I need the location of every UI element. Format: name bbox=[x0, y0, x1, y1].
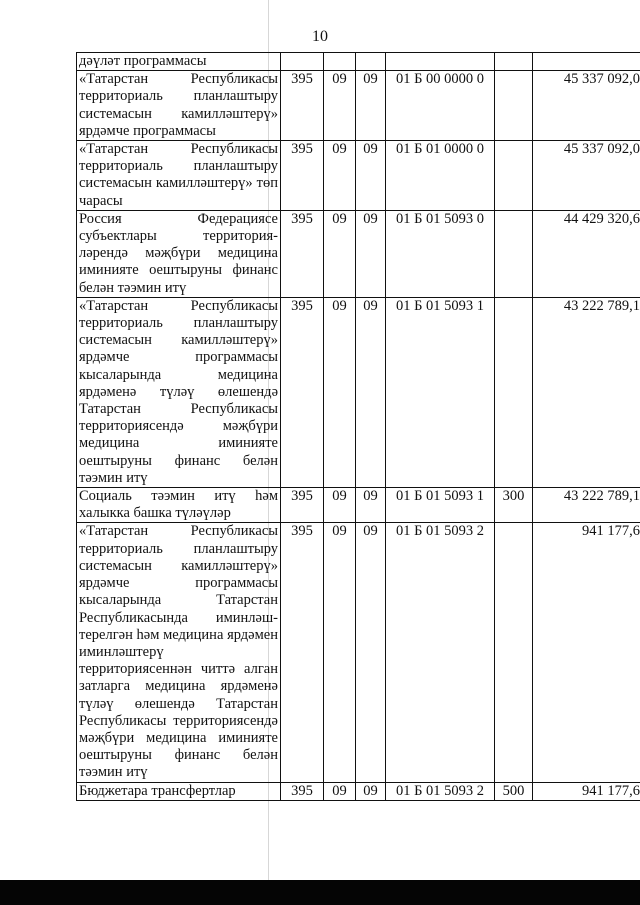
ministry-code: 395 bbox=[281, 141, 324, 211]
amount: 44 429 320,6 bbox=[533, 210, 640, 297]
budget-table bbox=[76, 52, 640, 801]
amount: 43 222 789,1 bbox=[533, 488, 640, 523]
scan-bottom-border bbox=[0, 880, 640, 905]
section-code: 09 bbox=[324, 488, 356, 523]
target-article-code: 01 Б 01 0000 0 bbox=[386, 141, 495, 211]
section-code: 09 bbox=[324, 297, 356, 487]
row-name: Россия Федерациясе субъектлары территорияләрендә мәҗбүри медицина иминияте оештыруны финанс белән тәэмин итү bbox=[77, 210, 281, 297]
subsection-code: 09 bbox=[356, 782, 386, 800]
section-code: 09 bbox=[324, 523, 356, 782]
expense-type-code bbox=[495, 210, 533, 297]
subsection-code: 09 bbox=[356, 141, 386, 211]
row-name: «Татарстан Республикасы территориаль планлаштыру системасын камиллəштерү» ярдәмче программасы кысаларында медицина ярдәменә түләү өлешендә Татарстан Республикасы территориясендә мәҗбүри медицина иминияте оештыруны финанс белән тәэмин итү bbox=[77, 297, 281, 487]
target-article-code: 01 Б 01 5093 2 bbox=[386, 523, 495, 782]
ministry-code: 395 bbox=[281, 71, 324, 141]
section-code: 09 bbox=[324, 141, 356, 211]
expense-type-code bbox=[495, 141, 533, 211]
row-name: «Татарстан Республикасы территориаль планлаштыру системасын камиллəштерү» ярдәмче программасы bbox=[77, 71, 281, 141]
table-row bbox=[77, 297, 640, 487]
target-article-code: 01 Б 01 5093 1 bbox=[386, 297, 495, 487]
subsection-code: 09 bbox=[356, 297, 386, 487]
page-number: 10 bbox=[312, 28, 328, 45]
subsection-code: 09 bbox=[356, 488, 386, 523]
expense-type-code: 500 bbox=[495, 782, 533, 800]
ministry-code: 395 bbox=[281, 210, 324, 297]
section-code bbox=[324, 53, 356, 71]
subsection-code bbox=[356, 53, 386, 71]
table-row bbox=[77, 141, 640, 211]
amount: 45 337 092,0 bbox=[533, 141, 640, 211]
expense-type-code bbox=[495, 71, 533, 141]
ministry-code: 395 bbox=[281, 297, 324, 487]
amount bbox=[533, 53, 640, 71]
ministry-code: 395 bbox=[281, 523, 324, 782]
target-article-code: 01 Б 00 0000 0 bbox=[386, 71, 495, 141]
row-name: Бюджетара трансфертлар bbox=[77, 782, 281, 800]
expense-type-code bbox=[495, 53, 533, 71]
expense-type-code bbox=[495, 523, 533, 782]
subsection-code: 09 bbox=[356, 71, 386, 141]
expense-type-code: 300 bbox=[495, 488, 533, 523]
table-row bbox=[77, 210, 640, 297]
ministry-code bbox=[281, 53, 324, 71]
amount: 941 177,6 bbox=[533, 782, 640, 800]
row-name: «Татарстан Республикасы территориаль планлаштыру системасын камиллəштерү» төп чарасы bbox=[77, 141, 281, 211]
amount: 45 337 092,0 bbox=[533, 71, 640, 141]
amount: 941 177,6 bbox=[533, 523, 640, 782]
section-code: 09 bbox=[324, 71, 356, 141]
section-code: 09 bbox=[324, 782, 356, 800]
target-article-code bbox=[386, 53, 495, 71]
table-row bbox=[77, 71, 640, 141]
subsection-code: 09 bbox=[356, 210, 386, 297]
amount: 43 222 789,1 bbox=[533, 297, 640, 487]
ministry-code: 395 bbox=[281, 488, 324, 523]
ministry-code: 395 bbox=[281, 782, 324, 800]
table-row bbox=[77, 488, 640, 523]
row-name: «Татарстан Республикасы территориаль планлаштыру системасын камиллəштерү» ярдәмче программасы кысаларында Татарстан Республикасында иминләштерелгән һәм медицина ярдәмен иминләштерү территориясеннән читтә алган затларга медицина ярдәменә түләү өлешендә Татарстан Республикасы территориясендә мәҗбүри медицина иминияте оештыруны финанс белән тәэмин итү bbox=[77, 523, 281, 782]
section-code: 09 bbox=[324, 210, 356, 297]
subsection-code: 09 bbox=[356, 523, 386, 782]
table-row bbox=[77, 53, 640, 71]
row-name: дәүләт программасы bbox=[77, 53, 281, 71]
target-article-code: 01 Б 01 5093 0 bbox=[386, 210, 495, 297]
target-article-code: 01 Б 01 5093 2 bbox=[386, 782, 495, 800]
target-article-code: 01 Б 01 5093 1 bbox=[386, 488, 495, 523]
expense-type-code bbox=[495, 297, 533, 487]
table-row bbox=[77, 782, 640, 800]
row-name: Социаль тәэмин итү һәм халыкка башка түләүләр bbox=[77, 488, 281, 523]
table-row bbox=[77, 523, 640, 782]
